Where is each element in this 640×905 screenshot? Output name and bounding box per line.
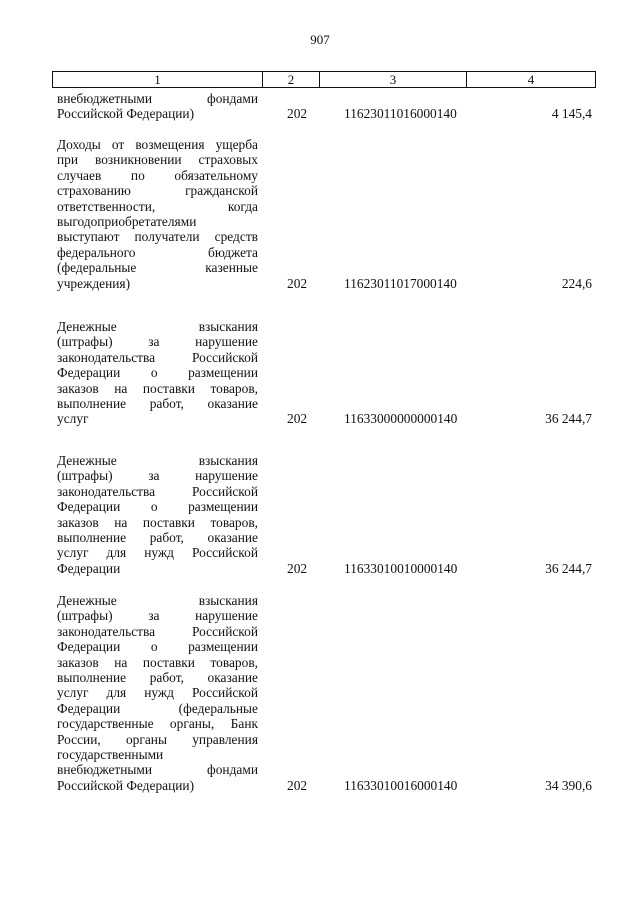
description-line: внебюджетными фондами [57, 91, 258, 106]
column-header-table [52, 71, 596, 88]
row-amount: 4 145,4 [551, 106, 592, 122]
description-line: законодательства Российской [57, 483, 258, 499]
description-line: (федеральные казенные [57, 260, 258, 276]
description-line: государственными [57, 746, 164, 762]
description-line: ответственности, когда [57, 198, 258, 214]
row-budget-code: 11623011016000140 [344, 106, 457, 122]
description-line: законодательства Российской [57, 623, 258, 639]
row-admin-code: 202 [287, 411, 308, 427]
description-line: выполнение работ, оказание [57, 395, 258, 411]
description-line: Денежные взыскания [57, 453, 258, 468]
description-line: услуг для нужд Российской [57, 685, 258, 701]
description-line: Денежные взыскания [57, 593, 258, 608]
description-line: Федерации о размещении [57, 365, 258, 381]
description-line: заказов на поставки товаров, [57, 514, 258, 530]
row-admin-code: 202 [287, 106, 308, 122]
column-header-1: 1 [53, 72, 263, 88]
column-header-3: 3 [320, 72, 467, 88]
column-header-2: 2 [263, 72, 320, 88]
table-row [57, 137, 592, 291]
table-row [57, 453, 592, 576]
page-number: 907 [310, 32, 330, 47]
description-line: государственные органы, Банк [57, 716, 258, 732]
row-description [57, 137, 258, 291]
description-line: (штрафы) за нарушение [57, 334, 258, 350]
description-line: Денежные взыскания [57, 319, 258, 334]
description-line: (штрафы) за нарушение [57, 468, 258, 484]
table-row [57, 91, 592, 122]
description-line: России, органы управления [57, 731, 258, 747]
row-budget-code: 11633000000000140 [344, 411, 458, 427]
description-line: случаев по обязательному [57, 167, 258, 183]
description-line: законодательства Российской [57, 349, 258, 365]
description-line: федерального бюджета [57, 244, 258, 260]
table-row [57, 593, 592, 793]
description-line: Федерации о размещении [57, 499, 258, 515]
description-line: выполнение работ, оказание [57, 669, 258, 685]
description-line: Доходы от возмещения ущерба [57, 137, 258, 152]
row-description [57, 453, 258, 576]
description-line: внебюджетными фондами [57, 762, 258, 778]
description-line: заказов на поставки товаров, [57, 654, 258, 670]
description-line: выступают получатели средств [57, 229, 258, 245]
description-line: Федерации [57, 560, 121, 576]
row-description [57, 91, 258, 122]
row-budget-code: 11633010010000140 [344, 560, 458, 576]
column-header-4: 4 [467, 72, 596, 88]
description-line: выгодоприобретателями [57, 213, 197, 229]
description-line: выполнение работ, оказание [57, 529, 258, 545]
row-admin-code: 202 [287, 777, 308, 793]
description-line: Российской Федерации) [57, 106, 195, 122]
description-line: Федерации (федеральные [57, 700, 258, 716]
row-amount: 36 244,7 [545, 411, 592, 427]
description-line: Российской Федерации) [57, 777, 195, 793]
table-row [57, 319, 592, 427]
description-line: при возникновении страховых [57, 152, 258, 168]
column-header-row [53, 72, 596, 88]
description-line: учреждения) [57, 275, 131, 291]
row-amount: 36 244,7 [545, 560, 592, 576]
row-description [57, 319, 258, 427]
row-budget-code: 11623011017000140 [344, 275, 457, 291]
row-amount: 34 390,6 [545, 777, 592, 793]
description-line: страхованию гражданской [57, 183, 258, 199]
row-description [57, 593, 258, 793]
description-line: (штрафы) за нарушение [57, 608, 258, 624]
description-line: Федерации о размещении [57, 639, 258, 655]
row-budget-code: 11633010016000140 [344, 777, 458, 793]
description-line: услуг [57, 411, 89, 427]
row-admin-code: 202 [287, 560, 308, 576]
description-line: заказов на поставки товаров, [57, 380, 258, 396]
row-amount: 224,6 [561, 275, 592, 291]
description-line: услуг для нужд Российской [57, 545, 258, 561]
row-admin-code: 202 [287, 275, 308, 291]
